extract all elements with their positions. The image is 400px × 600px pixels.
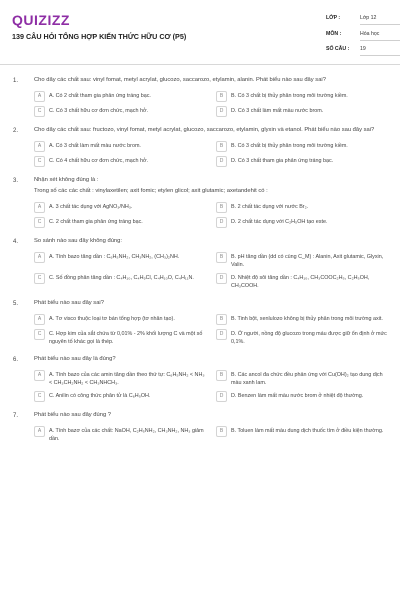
meta-value-field[interactable]: 19 <box>360 46 400 56</box>
answer-option[interactable] <box>34 202 208 213</box>
option-letter-box[interactable]: A <box>34 314 45 325</box>
question-number: 7. <box>13 413 19 419</box>
answer-option[interactable] <box>216 141 390 152</box>
meta-key: LỚP : <box>326 15 341 21</box>
answer-option[interactable] <box>216 156 390 167</box>
question-text: Phát biểu nào sau đây là đúng? <box>34 356 116 362</box>
option-text: B. Có 3 chất bị thủy phân trong môi trường kiềm. <box>231 143 348 149</box>
options-group <box>34 202 390 228</box>
option-text: A. 3 chất tác dụng với AgNO₃/NH₃. <box>49 204 133 210</box>
option-letter-box[interactable]: A <box>34 370 45 381</box>
header-divider <box>0 64 400 65</box>
answer-option[interactable] <box>216 252 390 269</box>
answer-option[interactable] <box>34 426 208 443</box>
option-text: C. Có 3 chất hữu cơ đơn chức, mạch hở. <box>49 108 149 114</box>
question-text: Phát biểu nào sau đây sai? <box>34 300 104 306</box>
worksheet-title: 139 CÂU HỎI TỔNG HỢP KIẾN THỨC HỮU CƠ (P5) <box>12 32 187 41</box>
meta-value-field[interactable]: Hóa học <box>360 31 400 41</box>
option-letter-box[interactable]: D <box>216 329 227 340</box>
option-letter-box[interactable]: C <box>34 391 45 402</box>
options-group <box>34 141 390 167</box>
option-letter-box[interactable]: B <box>216 91 227 102</box>
option-text: A. Tính bazơ của các chất: NaOH, C₂H₅NH₂, CH₃NH₂, NH₃ giảm dần. <box>49 428 204 442</box>
option-text: B. Các ancol đa chức đều phản ứng với Cu(OH)₂ tạo dung dịch màu xanh lam. <box>231 372 383 386</box>
question-number: 3. <box>13 178 19 184</box>
answer-option[interactable] <box>216 106 390 117</box>
question-text: Cho dãy các chất sau: vinyl fomat, metyl acrylat, glucozo, saccarozo, etylamin, alanin. Phát biểu nào sau đây sai? <box>34 77 326 83</box>
answer-option[interactable] <box>34 106 208 117</box>
options-group <box>34 314 390 346</box>
question-number: 4. <box>13 239 19 245</box>
answer-option[interactable] <box>216 314 390 325</box>
answer-option[interactable] <box>216 91 390 102</box>
question-text: Nhận xét không đúng là : <box>34 177 99 183</box>
option-letter-box[interactable]: B <box>216 141 227 152</box>
option-letter-box[interactable]: D <box>216 106 227 117</box>
option-letter-box[interactable]: B <box>216 370 227 381</box>
option-letter-box[interactable]: A <box>34 91 45 102</box>
option-letter-box[interactable]: B <box>216 252 227 263</box>
option-letter-box[interactable]: B <box>216 314 227 325</box>
question-number: 1. <box>13 78 19 84</box>
question-item <box>0 176 400 228</box>
options-group <box>34 426 390 443</box>
option-text: C. Có 4 chất hữu cơ đơn chức, mạch hở. <box>49 158 149 164</box>
answer-option[interactable] <box>216 391 390 402</box>
option-letter-box[interactable]: C <box>34 217 45 228</box>
answer-option[interactable] <box>34 273 208 290</box>
option-letter-box[interactable]: C <box>34 329 45 340</box>
option-text: A. Có 2 chất tham gia phản ứng tráng bạc. <box>49 93 151 99</box>
option-text: C. Hợp kim của sắt chứa từ 0,01% - 2% khối lượng C và một số nguyên tố khác gọi là thép. <box>49 331 203 345</box>
option-text: B. Có 3 chất bị thủy phân trong môi trường kiềm. <box>231 93 348 99</box>
option-letter-box[interactable]: B <box>216 202 227 213</box>
answer-option[interactable] <box>34 156 208 167</box>
option-text: D. Nhiệt độ sôi tăng dần : C₄H₁₀, CH₃COOC₂H₅, C₂H₅OH, CH₃COOH. <box>231 275 370 289</box>
option-text: A. Tính bazo của các amin tăng dần theo thứ tự: C₆H₅NH₂ < NH₃ < CH₃CH₂NH₂ < CH₃NHCH₃. <box>49 372 205 386</box>
question-item <box>0 76 400 117</box>
option-text: D. Có 3 chất tham gia phản ứng tráng bạc. <box>231 158 334 164</box>
worksheet-header <box>0 0 400 64</box>
option-text: D. Có 3 chất làm mất màu nước brom. <box>231 108 324 114</box>
quizizz-logo: QUIZIZZ <box>12 12 70 28</box>
option-text: C. Số đồng phân tăng dần : C₄H₁₀, C₄H₉Cl, C₄H₁₀O, C₄H₁₁N. <box>49 275 194 281</box>
option-text: B. 2 chất tác dụng với nước Br₂. <box>231 204 309 210</box>
options-group <box>34 252 390 290</box>
option-letter-box[interactable]: B <box>216 426 227 437</box>
answer-option[interactable] <box>216 370 390 387</box>
option-letter-box[interactable]: D <box>216 217 227 228</box>
question-item <box>0 411 400 443</box>
option-letter-box[interactable]: C <box>34 273 45 284</box>
answer-option[interactable] <box>34 314 208 325</box>
questions-list <box>0 76 400 452</box>
answer-option[interactable] <box>34 391 208 402</box>
option-letter-box[interactable]: D <box>216 156 227 167</box>
option-text: C. 2 chất tham gia phản ứng tráng bạc. <box>49 219 143 225</box>
answer-option[interactable] <box>216 426 390 443</box>
answer-option[interactable] <box>34 141 208 152</box>
answer-option[interactable] <box>216 273 390 290</box>
option-text: D. Benzen làm mất màu nước brom ở nhiệt độ thường. <box>231 393 364 399</box>
question-number: 2. <box>13 128 19 134</box>
option-letter-box[interactable]: A <box>34 202 45 213</box>
question-text: Phát biểu nào sau đây đúng ? <box>34 412 112 418</box>
option-letter-box[interactable]: C <box>34 156 45 167</box>
option-letter-box[interactable]: A <box>34 252 45 263</box>
question-text: So sánh nào sau đây không đúng: <box>34 238 122 244</box>
option-text: A. Tính bazo tăng dần : C₆H₅NH₂, CH₃NH₂, (CH₃)₂NH. <box>49 254 180 260</box>
answer-option[interactable] <box>216 217 390 228</box>
option-letter-box[interactable]: D <box>216 273 227 284</box>
option-text: D. 2 chất tác dụng với C₂H₅OH tạo este. <box>231 219 328 225</box>
answer-option[interactable] <box>216 202 390 213</box>
answer-option[interactable] <box>34 329 208 346</box>
option-text: A. Tơ visco thuộc loại tơ bán tổng hợp (tơ nhân tạo). <box>49 316 175 322</box>
question-number: 6. <box>13 357 19 363</box>
question-number: 5. <box>13 301 19 307</box>
option-text: B. Tinh bột, xenlulozo không bị thủy phân trong môi trường axit. <box>231 316 383 322</box>
answer-option[interactable] <box>34 91 208 102</box>
option-text: B. Toluen làm mất màu dung dịch thuốc tím ở điều kiện thường. <box>231 428 384 434</box>
options-group <box>34 370 390 402</box>
option-text: C. Anilin có công thức phân tử là C₆H₅OH. <box>49 393 151 399</box>
option-text: B. pH tăng dần (dd có cùng C_M) : Alanin, Axit glutamic, Glyxin, Valin. <box>231 254 384 268</box>
question-item <box>0 355 400 402</box>
question-item <box>0 126 400 167</box>
option-text: A. Có 3 chất làm mất màu nước brom. <box>49 143 141 149</box>
question-item <box>0 299 400 346</box>
meta-key: SỐ CÂU : <box>326 46 350 52</box>
question-text: Trong số các các chất : vinylaxetilen; axit fomic; etylen glicol; axit glutamic; axetandehit có : <box>34 188 268 194</box>
options-group <box>34 91 390 117</box>
option-letter-box[interactable]: D <box>216 391 227 402</box>
question-text: Cho dãy các chất sau: fructozo, vinyl fomat, metyl acrylat, glucozo, saccarozo, etylamin, glyxin và etanol. Phát biểu nào sau đây sai? <box>34 127 375 133</box>
meta-value-field[interactable]: Lớp 12 <box>360 15 400 25</box>
answer-option[interactable] <box>216 329 390 346</box>
question-item <box>0 237 400 290</box>
answer-option[interactable] <box>34 370 208 387</box>
answer-option[interactable] <box>34 217 208 228</box>
meta-key: MÔN : <box>326 31 342 37</box>
option-text: D. Ở người, nồng độ glucozo trong máu được giữ ổn định ở mức 0,1%. <box>231 331 387 345</box>
option-letter-box[interactable]: A <box>34 141 45 152</box>
option-letter-box[interactable]: A <box>34 426 45 437</box>
answer-option[interactable] <box>34 252 208 269</box>
option-letter-box[interactable]: C <box>34 106 45 117</box>
